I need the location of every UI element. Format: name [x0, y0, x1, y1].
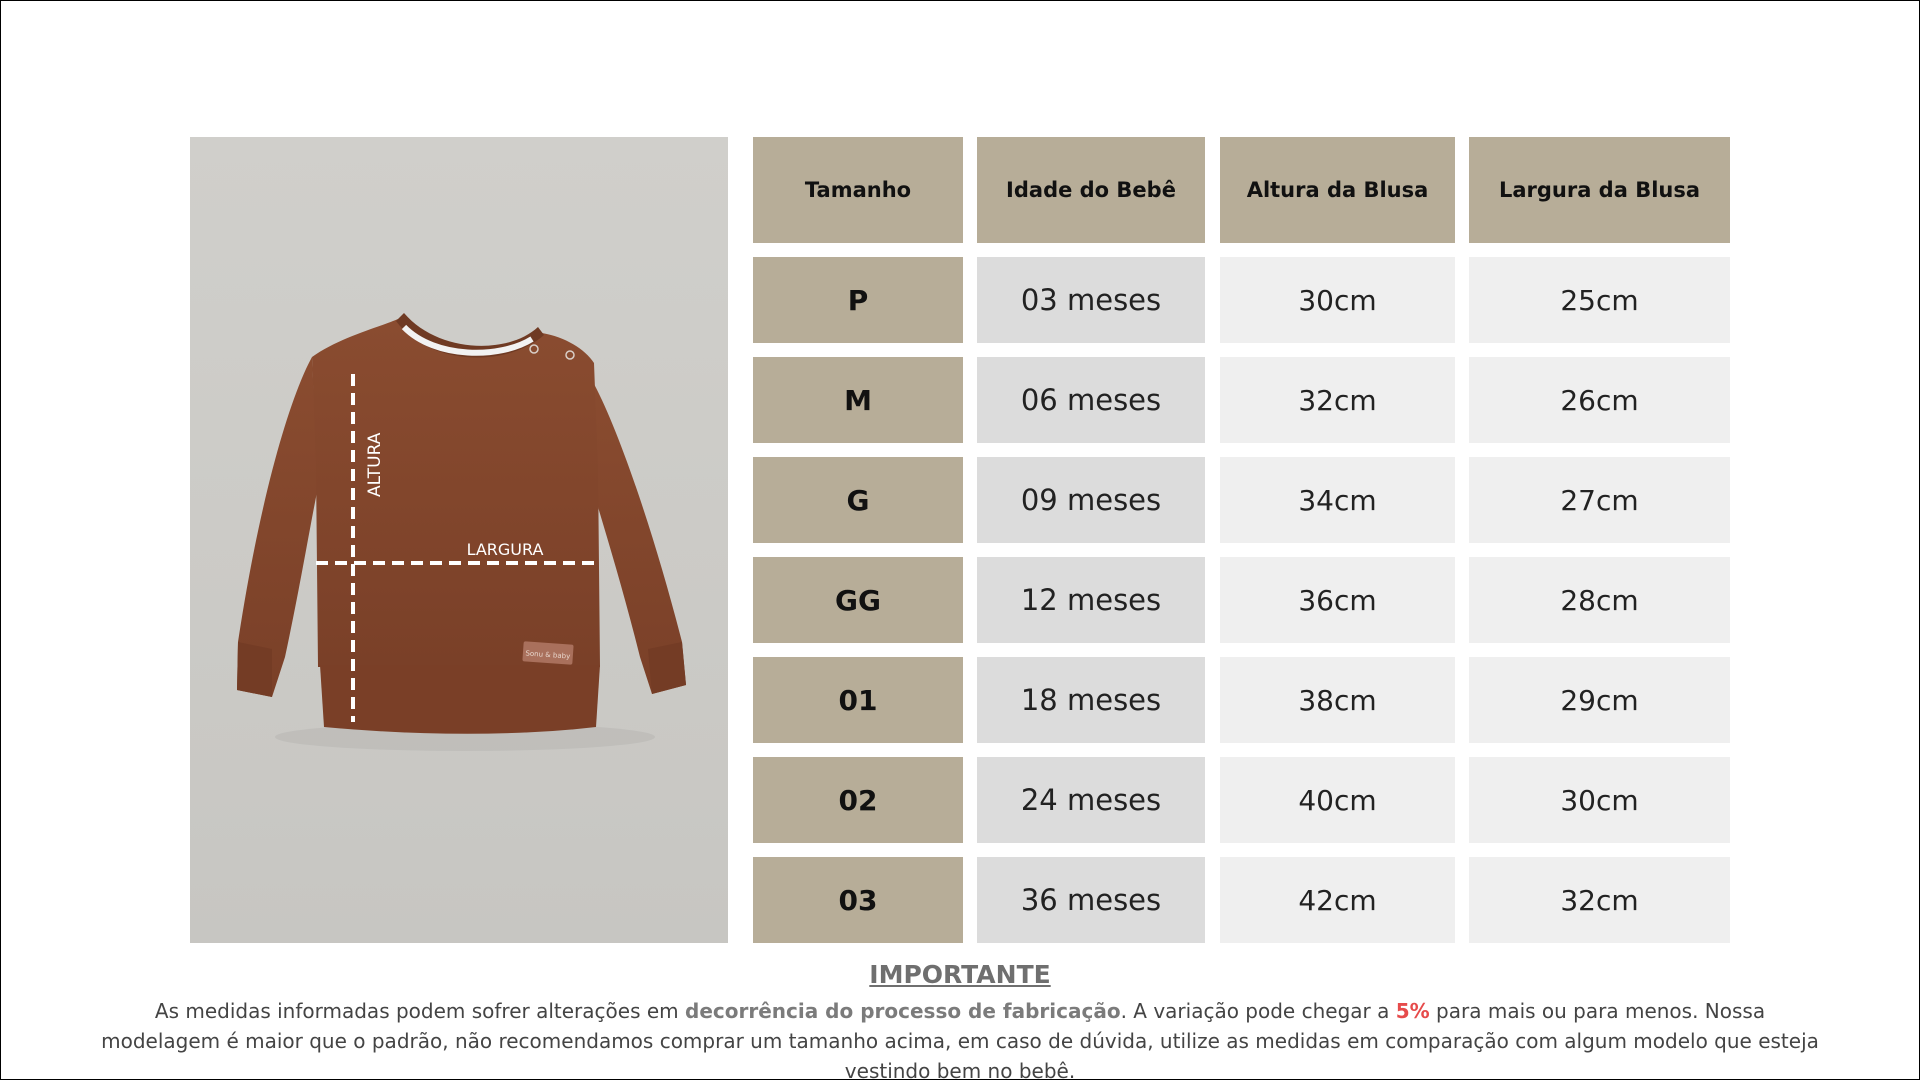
table-row-age: 12 meses: [977, 557, 1205, 643]
table-row-height: 38cm: [1220, 657, 1455, 743]
table-row-width: 26cm: [1469, 357, 1730, 443]
table-row-size: 01: [753, 657, 963, 743]
table-row-height: 42cm: [1220, 857, 1455, 943]
table-row-size: G: [753, 457, 963, 543]
height-guide-label: ALTURA: [365, 432, 385, 497]
table-row-size: 02: [753, 757, 963, 843]
note-percent: 5%: [1395, 999, 1430, 1023]
important-note: [100, 996, 1820, 1086]
sweater-illustration: [190, 137, 728, 943]
brand-tag-text: Sonu & baby: [525, 649, 571, 661]
table-row-age: 03 meses: [977, 257, 1205, 343]
important-title: IMPORTANTE: [869, 960, 1051, 989]
table-row-age: 06 meses: [977, 357, 1205, 443]
note-text-1: As medidas informadas podem sofrer alterações em: [154, 999, 685, 1023]
header-idade: Idade do Bebê: [977, 137, 1205, 243]
table-row-width: 29cm: [1469, 657, 1730, 743]
table-row-age: 36 meses: [977, 857, 1205, 943]
table-row-width: 32cm: [1469, 857, 1730, 943]
table-row-height: 34cm: [1220, 457, 1455, 543]
table-row-age: 18 meses: [977, 657, 1205, 743]
table-row-size: 03: [753, 857, 963, 943]
table-row-width: 30cm: [1469, 757, 1730, 843]
table-row-age: 24 meses: [977, 757, 1205, 843]
sweater-photo: [190, 137, 728, 943]
table-row-age: 09 meses: [977, 457, 1205, 543]
note-text-2: . A variação pode chegar a: [1120, 999, 1396, 1023]
table-row-height: 40cm: [1220, 757, 1455, 843]
header-tamanho: Tamanho: [753, 137, 963, 243]
table-row-size: GG: [753, 557, 963, 643]
table-row-height: 36cm: [1220, 557, 1455, 643]
table-row-width: 27cm: [1469, 457, 1730, 543]
table-row-size: P: [753, 257, 963, 343]
note-highlight: decorrência do processo de fabricação: [685, 999, 1121, 1023]
table-row-height: 30cm: [1220, 257, 1455, 343]
header-altura: Altura da Blusa: [1220, 137, 1455, 243]
width-guide-label: LARGURA: [466, 540, 544, 559]
table-row-width: 28cm: [1469, 557, 1730, 643]
note-text-3: para mais ou para menos. Nossa modelagem é maior que o padrão, não recomendamos comprar um tamanho acima, em caso de dúvida, utilize as medidas em comparação com algum modelo que esteja vestindo bem no bebê.: [101, 999, 1819, 1083]
table-row-size: M: [753, 357, 963, 443]
header-largura: Largura da Blusa: [1469, 137, 1730, 243]
table-row-height: 32cm: [1220, 357, 1455, 443]
table-row-width: 25cm: [1469, 257, 1730, 343]
